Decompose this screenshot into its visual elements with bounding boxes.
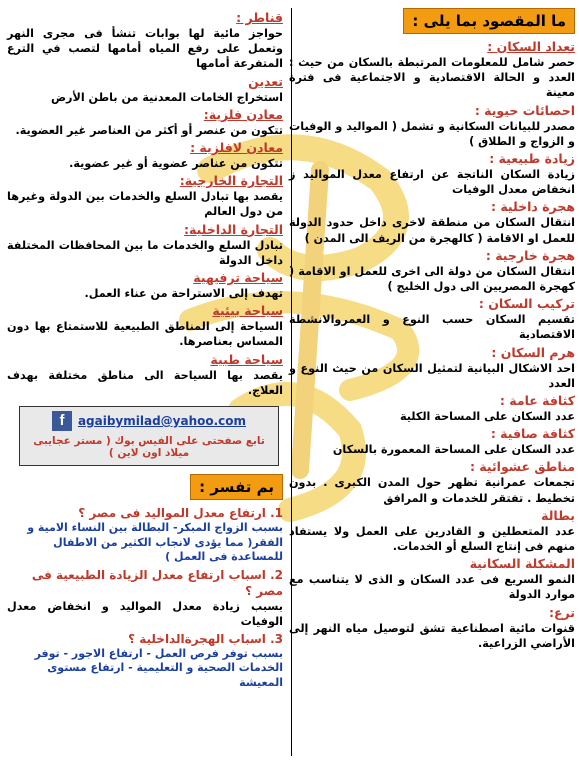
term-heading: كثافة صافية : (490, 426, 575, 442)
term-heading: هجرة داخلية : (490, 199, 575, 215)
definition-item (289, 199, 575, 245)
definition-item (289, 508, 575, 554)
definition-item (7, 173, 283, 219)
term-heading: التجارة الداخلية: (184, 221, 283, 237)
term-heading: كثافة عامة : (499, 393, 575, 409)
facebook-icon: f (52, 411, 72, 431)
term-definition: عدد السكان على المساحة المعمورة بالسكان (332, 443, 575, 457)
term-definition: تقسيم السكان حسب النوع و العمروالانشطة الاقتصادية (289, 313, 575, 342)
term-heading: زيادة طبيعية : (489, 151, 575, 167)
definition-item (289, 459, 575, 505)
term-heading: بطالة (541, 507, 575, 523)
term-definition: النمو السريع فى عدد السكان و الذى لا يتناسب مع موارد الدولة (289, 573, 575, 602)
term-definition: السياحة إلى المناطق الطبيعية للاستمتاع بها دون المساس بعناصرها. (7, 320, 283, 349)
question-answer: بسبب زيادة معدل المواليد و انخفاض معدل الوفيات (7, 599, 283, 628)
term-definition: تتكون من عنصر أو أكثر من العناصر غير العضوية. (15, 123, 283, 137)
term-heading: تعداد السكان : (487, 39, 575, 54)
question-item (7, 505, 283, 565)
definition-item (289, 393, 575, 424)
definition-item (7, 107, 283, 138)
term-definition: تبادل السلع والخدمات ما بين المحافظات المختلفة داخل الدولة (7, 238, 283, 267)
term-definition: حصر شامل للمعلومات المرتبطة بالسكان من حيث : العدد و الحالة الاقتصادية و الاجتماعية فى فترة معينة (289, 56, 575, 100)
definition-item (7, 303, 283, 349)
question-heading: 3. اسباب الهجرةالداخلية ؟ (128, 631, 283, 646)
definition-item (289, 296, 575, 342)
definition-item (289, 556, 575, 602)
term-definition: تجمعات عمرانية تظهر حول المدن الكبرى . بدون تخطيط . تفتقر للخدمات و المرافق (289, 476, 575, 505)
term-heading: سياحة طبية (210, 351, 283, 367)
term-definition: يقصد بها تبادل السلع والخدمات بين الدولة وغيرها من دول العالم (7, 190, 283, 219)
definition-item (289, 605, 575, 651)
definition-item (7, 270, 283, 301)
term-heading: التجارة الخارجية: (179, 173, 283, 189)
term-heading: هجرة خارجية : (485, 247, 575, 263)
explain-banner: بم تفسر : (190, 474, 283, 500)
term-definition: زيادة السكان الناتجة عن ارتفاع معدل المواليد ز انخفاض معدل الوفيات (289, 168, 575, 197)
term-heading: هرم السكان : (491, 344, 575, 360)
facebook-promo-box (19, 406, 279, 466)
term-definition: احد الاشكال البيانية لتمثيل السكان من حيث النوع و العدد (289, 361, 575, 390)
term-definition: استخراج الخامات المعدنية من باطن الأرض (51, 90, 283, 104)
term-heading: تركيب السكان : (478, 296, 575, 312)
question-answer: بسبب توفر فرص العمل - ارتفاع الاجور - توفر الخدمات الصحية و التعليمية - ارتفاع مستوى المعيشة (34, 646, 283, 689)
definitions-banner: ما المقصود بما يلى : (403, 8, 575, 34)
term-definition: عدد السكان على المساحة الكلية (399, 410, 575, 424)
definition-item (7, 140, 283, 171)
term-definition: تتكون من عناصر عضوية أو غير عضوية. (69, 157, 283, 171)
term-definition: عدد المتعطلين و القادرين على العمل ولا يستفاد منهم فى إنتاج السلع أو الخدمات. (289, 524, 575, 554)
term-heading: احصائات حيوية : (474, 102, 575, 118)
term-definition: قنوات مائية اصطناعية تشق لتوصيل مياه النهر إلى الأراضي الزراعية. (289, 621, 575, 650)
terms-column (7, 8, 283, 690)
definition-item (289, 426, 575, 457)
term-heading: معادن فلزية: (203, 106, 283, 122)
term-heading: معادن لافلزية : (190, 140, 283, 156)
term-definition: يقصد بها السياحة الى مناطق مختلفة بهدف العلاج. (7, 368, 283, 397)
term-heading: مناطق عشوائية : (469, 459, 575, 475)
term-heading: سياحة بيئية (212, 303, 283, 319)
facebook-row (22, 411, 276, 431)
term-heading: تعدين (248, 73, 283, 89)
definition-item (289, 103, 575, 149)
term-heading: ترع: (548, 604, 575, 620)
question-item (7, 631, 283, 691)
definition-item (7, 10, 283, 72)
email-link[interactable]: agaibymilad@yahoo.com (77, 414, 247, 429)
question-heading: 2. اسباب ارتفاع معدل الزيادة الطبيعية فى مصر ؟ (31, 567, 283, 598)
term-definition: انتقال السكان من منطقة لاخرى داخل حدود الدولة للعمل او الاقامة ( كالهجرة من الريف الى المدن ) (289, 216, 575, 245)
term-definition: تهدف إلى الاستراحة من عناء العمل. (84, 287, 283, 301)
term-heading: المشكلة السكانية (469, 556, 575, 572)
definition-item (7, 352, 283, 398)
question-heading: 1. ارتفاع معدل المواليد فى مصر ؟ (78, 506, 283, 521)
definition-item (289, 345, 575, 391)
question-answer: بسبب الزواج المبكر- البطالة بين النساء الامية و الفقر( مما يؤدى لانجاب الكثير من الاطفال للمساعدة فى العمل ) (27, 521, 283, 564)
question-item (7, 567, 283, 629)
term-definition: مصدر للبيانات السكانية و تشمل ( المواليد و الوفيات و الزواج و الطلاق ) (289, 119, 575, 148)
definitions-column (289, 8, 575, 651)
definition-item (289, 39, 575, 101)
term-heading: سياحة ترفيهية (193, 270, 283, 286)
term-heading: قناطر : (236, 10, 283, 25)
follow-text: تابع صفحتى على الفيس بوك ( مستر عجايبى ميلاد اون لاين ) (33, 435, 265, 460)
definition-item (7, 74, 283, 105)
term-definition: انتقال السكان من دولة الى اخرى للعمل او الاقامة ( كهجرة المصريين الى دول الخليج ) (289, 264, 575, 294)
definition-item (289, 151, 575, 197)
definition-item (289, 248, 575, 294)
definition-item (7, 222, 283, 268)
term-definition: حواجز مائية لها بوابات تنشأ فى مجرى النهر وتعمل على رفع المياه أمامها لتصب في الترع المتفرعة أمامها (7, 27, 283, 71)
